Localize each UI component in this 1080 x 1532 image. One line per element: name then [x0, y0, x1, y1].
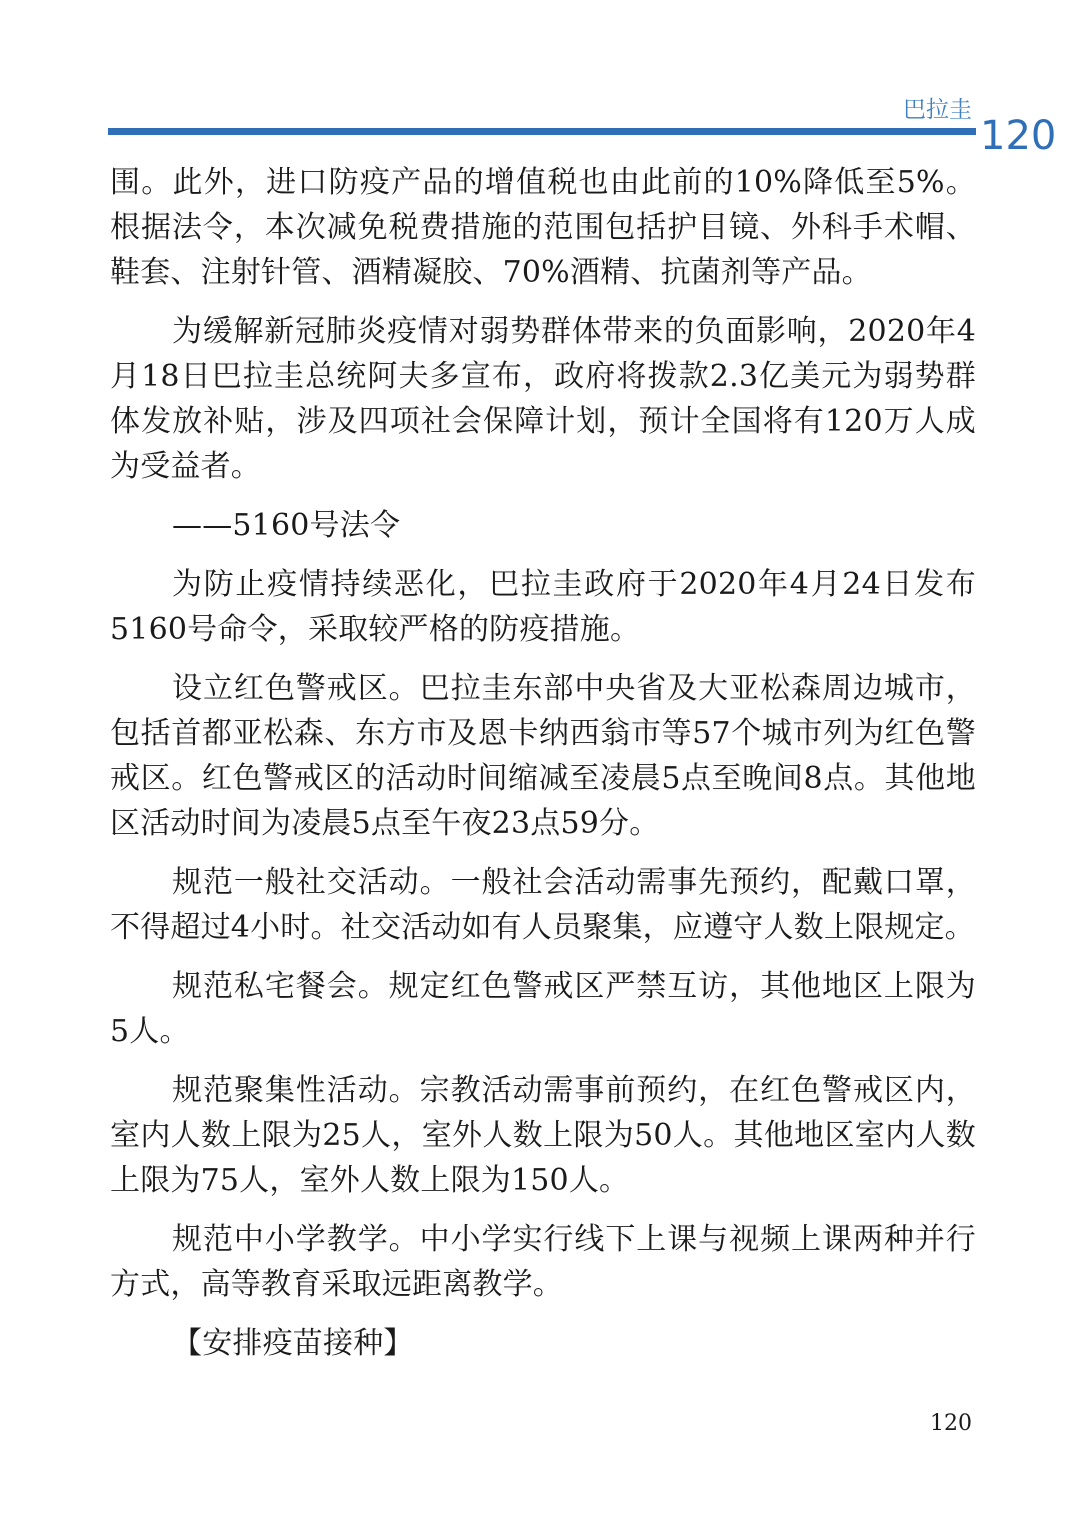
paragraph: 设立红色警戒区。巴拉圭东部中央省及大亚松森周边城市，包括首都亚松森、东方市及恩卡纳西翁市等57个城市列为红色警戒区。红色警戒区的活动时间缩减至凌晨5点至晚间8点。其他地区活动时间为凌晨5点至午夜23点59分。: [110, 671, 976, 841]
paragraph: 规范一般社交活动。一般社会活动需事先预约，配戴口罩，不得超过4小时。社交活动如有人员聚集，应遵守人数上限规定。: [110, 865, 976, 945]
paragraph: 为缓解新冠肺炎疫情对弱势群体带来的负面影响，2020年4月18日巴拉圭总统阿夫多宣布，政府将拨款2.3亿美元为弱势群体发放补贴，涉及四项社会保障计划，预计全国将有120万人成为受益者。: [110, 314, 976, 484]
footer-page-number: 120: [930, 1411, 972, 1436]
running-header-country: 巴拉圭: [903, 97, 972, 123]
decree-heading: ——5160号法令: [172, 508, 401, 543]
section-heading: 【安排疫苗接种】: [172, 1326, 414, 1361]
paragraph: 规范聚集性活动。宗教活动需事前预约，在红色警戒区内，室内人数上限为25人，室外人数上限为50人。其他地区室内人数上限为75人，室外人数上限为150人。: [110, 1073, 976, 1198]
paragraph: 为防止疫情持续恶化，巴拉圭政府于2020年4月24日发布5160号命令，采取较严格的防疫措施。: [110, 567, 976, 647]
text-body: [110, 160, 976, 1380]
header-rule: [108, 128, 976, 135]
paragraph: 围。此外，进口防疫产品的增值税也由此前的10%降低至5%。根据法令，本次减免税费措施的范围包括护目镜、外科手术帽、鞋套、注射针管、酒精凝胶、70%酒精、抗菌剂等产品。: [110, 165, 976, 290]
paragraph: 规范中小学教学。中小学实行线下上课与视频上课两种并行方式，高等教育采取远距离教学。: [110, 1222, 976, 1302]
paragraph: 规范私宅餐会。规定红色警戒区严禁互访，其他地区上限为5人。: [110, 969, 976, 1049]
header-page-number: 120: [980, 113, 1057, 159]
